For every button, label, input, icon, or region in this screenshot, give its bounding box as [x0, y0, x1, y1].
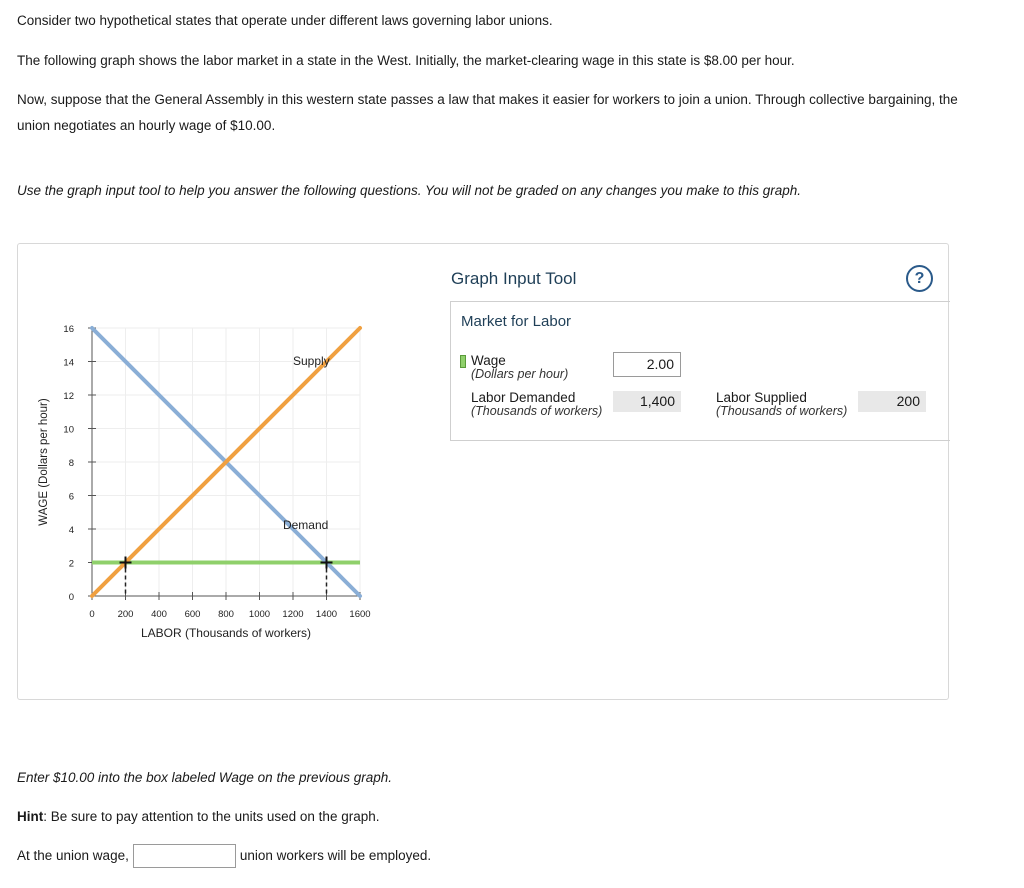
instruction-text: Enter $10.00 into the box labeled Wage on the previous graph.: [17, 770, 393, 785]
wage-label: [471, 354, 568, 381]
y-axis-title: WAGE (Dollars per hour): [38, 398, 50, 526]
x-axis-title: LABOR (Thousands of workers): [140, 626, 312, 640]
graph-input-tool: [450, 301, 950, 441]
x-tick-label: 1400: [315, 609, 338, 620]
labor-supplied-units: (Thousands of workers): [716, 404, 848, 418]
x-tick-label: 400: [151, 609, 167, 620]
labor-supplied-value: 200: [858, 391, 926, 412]
question-text-before: At the union wage,: [17, 848, 129, 863]
x-tick-label: 800: [218, 609, 234, 620]
graph-panel: [17, 243, 949, 700]
demand-label: Demand: [282, 518, 329, 532]
x-tick-label: 0: [89, 609, 95, 620]
hint: [17, 804, 379, 830]
wage-units: (Dollars per hour): [471, 367, 569, 381]
labor-supplied-label: [716, 391, 847, 418]
labor-demanded-units: (Thousands of workers): [471, 404, 603, 418]
labor-market-chart[interactable]: [18, 244, 438, 699]
labor-demanded-label: [471, 391, 602, 418]
question-row: [17, 843, 431, 869]
x-tick-label: 200: [117, 609, 134, 620]
help-icon[interactable]: ?: [906, 265, 933, 292]
graph-instructions: Use the graph input tool to help you answer the following questions. You will not be graded on any changes you make to this graph.: [17, 183, 802, 198]
labor-demanded-value: 1,400: [613, 391, 681, 412]
labor-supplied-text: Labor Supplied: [716, 390, 807, 405]
wage-label-text: Wage: [471, 353, 506, 368]
answer-input[interactable]: [133, 844, 236, 868]
y-tick-label: 0: [68, 592, 74, 603]
question-text-after: union workers will be employed.: [239, 848, 432, 863]
y-tick-label: 2: [68, 558, 74, 570]
hint-text: : Be sure to pay attention to the units used on the graph.: [43, 809, 380, 824]
intro-paragraph-3: Now, suppose that the General Assembly in this western state passes a law that makes it easier for workers to join a union. Through collective bargaining, the union negotiates an hourly wage of $10.00.: [17, 92, 958, 133]
y-tick-label: 10: [63, 424, 74, 436]
wage-input[interactable]: 2.00: [613, 352, 681, 377]
labor-demanded-text: Labor Demanded: [471, 390, 576, 405]
market-title: Market for Labor: [461, 313, 572, 330]
x-tick-label: 1000: [248, 609, 271, 620]
x-tick-label: 1600: [349, 609, 371, 620]
y-tick-label: 16: [63, 324, 74, 335]
graph-input-tool-title: Graph Input Tool: [451, 269, 577, 288]
y-tick-label: 4: [68, 525, 74, 536]
supply-label: Supply: [293, 353, 330, 368]
y-tick-label: 6: [68, 491, 74, 503]
y-tick-label: 14: [63, 357, 74, 369]
x-tick-label: 600: [184, 609, 201, 620]
x-tick-label: 1200: [282, 609, 304, 620]
y-tick-label: 8: [68, 458, 74, 469]
intro-paragraph-1: Consider two hypothetical states that operate under different laws governing labor unions.: [17, 13, 553, 28]
hint-label: Hint: [17, 809, 44, 824]
wage-color-swatch: [460, 355, 466, 368]
intro-paragraph-2: The following graph shows the labor market in a state in the West. Initially, the market-clearing wage in this state is $8.00 per hour.: [17, 53, 795, 68]
y-tick-label: 12: [63, 391, 74, 402]
